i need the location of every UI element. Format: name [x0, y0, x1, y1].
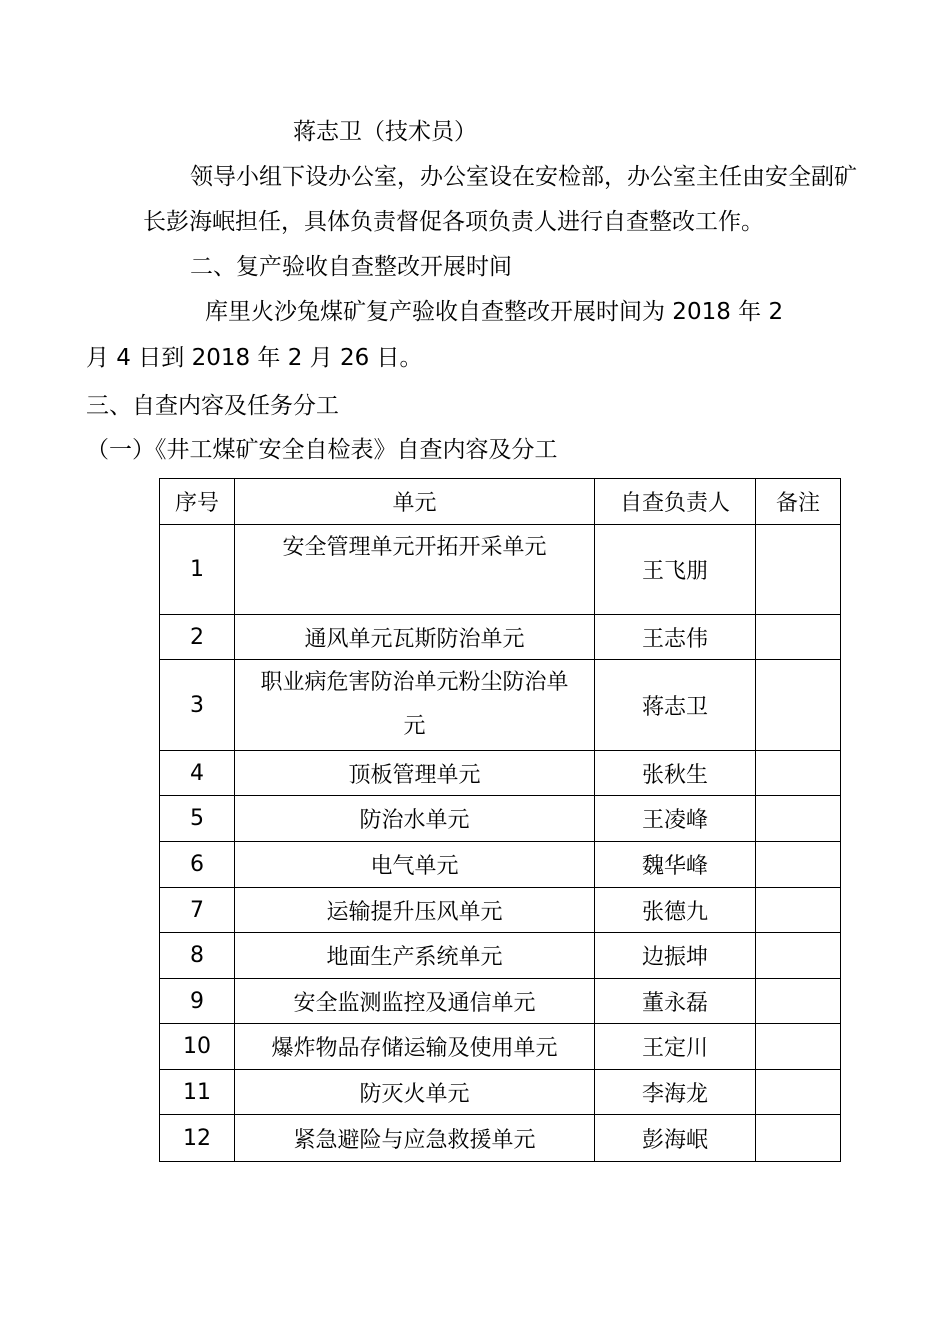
row-owner: 王飞朋 [595, 525, 756, 615]
row-no: 8 [160, 933, 235, 979]
row-unit: 防灭火单元 [235, 1070, 595, 1115]
row-no: 3 [160, 660, 235, 751]
table-row [160, 1024, 841, 1070]
row-no: 2 [160, 615, 235, 660]
table-row [160, 525, 841, 615]
row-remark [756, 796, 841, 842]
header-unit: 单元 [235, 479, 595, 525]
office-paragraph-line-1: 领导小组下设办公室，办公室设在安检部，办公室主任由安全副矿 [190, 164, 857, 190]
section-heading-3: 三、自查内容及任务分工 [86, 393, 339, 419]
row-owner: 蒋志卫 [595, 660, 756, 751]
row-remark [756, 888, 841, 933]
row-no: 11 [160, 1070, 235, 1115]
row-owner: 彭海岷 [595, 1115, 756, 1162]
row-unit-line-1: 职业病危害防治单元粉尘防治单 [260, 670, 569, 695]
table-header-row [160, 479, 841, 525]
row-remark [756, 751, 841, 796]
row-owner: 张德九 [595, 888, 756, 933]
header-remark: 备注 [756, 479, 841, 525]
row-remark [756, 660, 841, 751]
header-no: 序号 [160, 479, 235, 525]
row-no: 6 [160, 842, 235, 888]
row-no: 1 [160, 525, 235, 615]
row-remark [756, 933, 841, 979]
section-heading-2: 二、复产验收自查整改开展时间 [190, 254, 512, 280]
table-row [160, 660, 841, 751]
row-unit: 顶板管理单元 [235, 751, 595, 796]
row-no: 9 [160, 979, 235, 1024]
row-remark [756, 1115, 841, 1162]
row-remark [756, 615, 841, 660]
row-remark [756, 842, 841, 888]
table-row [160, 842, 841, 888]
row-unit: 地面生产系统单元 [235, 933, 595, 979]
schedule-paragraph-line-2: 月 4 日到 2018 年 2 月 26 日。 [86, 345, 423, 371]
table-row [160, 1115, 841, 1162]
row-no: 4 [160, 751, 235, 796]
row-owner: 董永磊 [595, 979, 756, 1024]
row-owner: 魏华峰 [595, 842, 756, 888]
technician-line: 蒋志卫（技术员） [293, 119, 477, 145]
row-unit: 安全监测监控及通信单元 [235, 979, 595, 1024]
table-row [160, 888, 841, 933]
table-row [160, 1070, 841, 1115]
row-owner: 边振坤 [595, 933, 756, 979]
row-remark [756, 979, 841, 1024]
row-no: 12 [160, 1115, 235, 1162]
row-unit: 紧急避险与应急救援单元 [235, 1115, 595, 1162]
table-row [160, 751, 841, 796]
row-owner: 王凌峰 [595, 796, 756, 842]
self-check-table [159, 478, 841, 1162]
row-owner: 王定川 [595, 1024, 756, 1070]
row-owner: 李海龙 [595, 1070, 756, 1115]
row-unit-line-2: 元 [403, 714, 426, 739]
row-remark [756, 1070, 841, 1115]
table-row [160, 979, 841, 1024]
row-remark [756, 525, 841, 615]
row-unit: 运输提升压风单元 [235, 888, 595, 933]
row-unit: 安全管理单元开拓开采单元 [235, 525, 595, 615]
office-paragraph-line-2: 长彭海岷担任，具体负责督促各项负责人进行自查整改工作。 [143, 209, 764, 235]
row-unit: 通风单元瓦斯防治单元 [235, 615, 595, 660]
row-unit: 爆炸物品存储运输及使用单元 [235, 1024, 595, 1070]
row-owner: 王志伟 [595, 615, 756, 660]
row-no: 7 [160, 888, 235, 933]
row-unit [235, 660, 595, 751]
subsection-heading-1: （一）《井工煤矿安全自检表》自查内容及分工 [86, 437, 558, 463]
table-row [160, 933, 841, 979]
table-row [160, 796, 841, 842]
row-owner: 张秋生 [595, 751, 756, 796]
row-remark [756, 1024, 841, 1070]
row-unit: 电气单元 [235, 842, 595, 888]
table-row [160, 615, 841, 660]
row-unit: 防治水单元 [235, 796, 595, 842]
schedule-paragraph-line-1: 库里火沙兔煤矿复产验收自查整改开展时间为 2018 年 2 [205, 299, 784, 325]
row-no: 5 [160, 796, 235, 842]
row-no: 10 [160, 1024, 235, 1070]
header-owner: 自查负责人 [595, 479, 756, 525]
